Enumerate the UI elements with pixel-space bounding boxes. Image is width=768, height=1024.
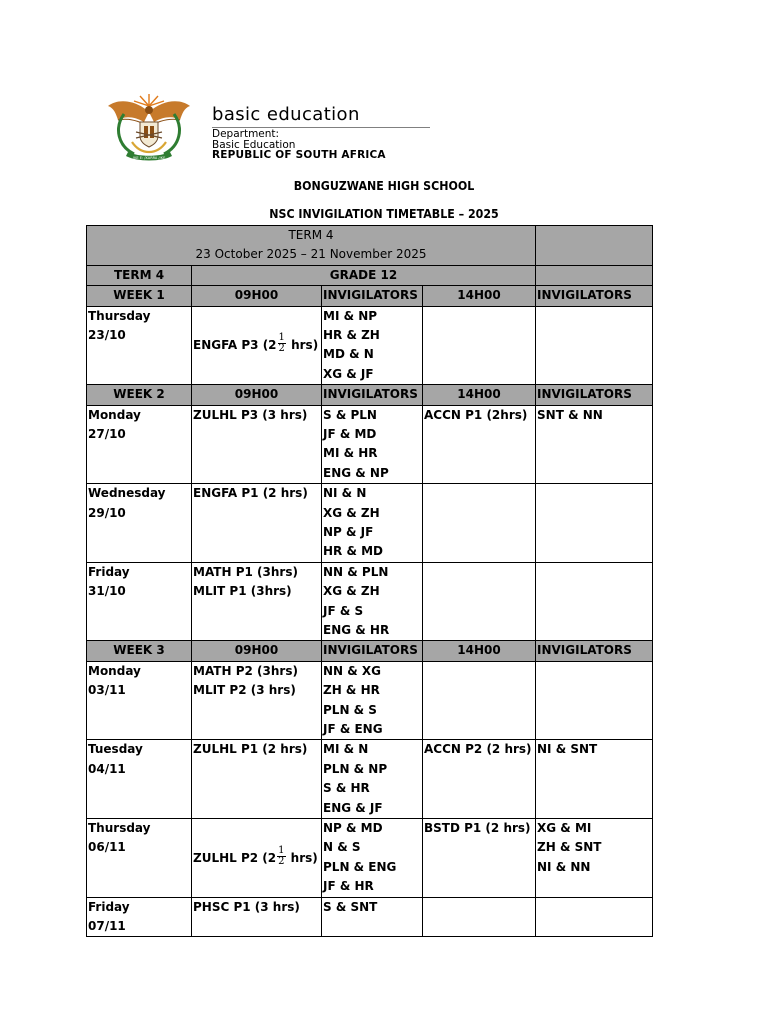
morning-invigilators-cell <box>322 405 423 484</box>
invigilator-pair: NP & JF <box>323 524 374 539</box>
day-cell <box>87 897 192 937</box>
invigilator-pair: PLN & S <box>323 702 377 717</box>
afternoon-exam-cell <box>423 306 536 385</box>
duration-fraction <box>277 846 285 867</box>
afternoon-invigilators-cell <box>536 740 653 819</box>
invigilators-header: INVIGILATORS <box>536 385 653 405</box>
exam-name-part: ENGFA P3 (2 <box>193 338 277 353</box>
invigilator-pair: MD & N <box>323 347 374 362</box>
exam-name: MLIT P2 (3 hrs) <box>193 683 296 698</box>
table-row <box>87 661 653 740</box>
invigilator-pair: NP & MD <box>323 820 383 835</box>
fraction-numerator: 1 <box>278 844 285 856</box>
table-row <box>87 897 653 937</box>
invigilator-pair: ENG & HR <box>323 622 390 637</box>
invigilator-pair: N & S <box>323 840 361 855</box>
morning-invigilators-cell <box>322 306 423 385</box>
fraction-denominator: 2 <box>278 343 285 355</box>
invigilator-pair: ZH & SNT <box>537 840 602 855</box>
invigilator-pair: NN & XG <box>323 663 382 678</box>
exam-name: ZULHL P3 (3 hrs) <box>193 407 308 422</box>
day-name: Friday <box>88 564 130 579</box>
invigilator-pair: MI & HR <box>323 446 378 461</box>
brand-name: basic education <box>212 104 360 125</box>
invigilator-pair: PLN & ENG <box>323 859 397 874</box>
afternoon-invigilators-cell <box>536 897 653 937</box>
invigilator-pair: XG & JF <box>323 366 374 381</box>
afternoon-slot-label: 14H00 <box>423 385 536 405</box>
day-name: Tuesday <box>88 742 143 757</box>
exam-date: 03/11 <box>88 683 126 698</box>
invigilator-pair: JF & HR <box>323 879 374 894</box>
day-name: Monday <box>88 663 141 678</box>
day-name: Monday <box>88 407 141 422</box>
day-cell <box>87 306 192 385</box>
exam-name: MLIT P1 (3hrs) <box>193 584 292 599</box>
afternoon-invigilators-cell <box>536 405 653 484</box>
invigilation-timetable <box>86 225 653 937</box>
morning-exam-cell <box>192 405 322 484</box>
invigilator-pair: ENG & JF <box>323 800 383 815</box>
exam-name <box>193 839 320 877</box>
day-name: Thursday <box>88 308 151 323</box>
invigilator-pair: HR & ZH <box>323 327 380 342</box>
morning-exam-cell <box>192 818 322 897</box>
day-cell <box>87 562 192 641</box>
week-header-row <box>87 641 653 661</box>
exam-name-part: ZULHL P2 (2 <box>193 850 277 865</box>
table-row <box>87 740 653 819</box>
morning-exam-cell <box>192 306 322 385</box>
invigilator-pair: HR & MD <box>323 544 384 559</box>
invigilator-pair: ENG & NP <box>323 465 389 480</box>
exam-date: 07/11 <box>88 918 126 933</box>
morning-invigilators-cell <box>322 484 423 563</box>
grade-blank-cell <box>536 265 653 285</box>
morning-exam-cell <box>192 484 322 563</box>
week-label: WEEK 2 <box>87 385 192 405</box>
table-row <box>87 562 653 641</box>
afternoon-exam-cell <box>423 740 536 819</box>
exam-date: 06/11 <box>88 840 126 855</box>
invigilator-pair: NN & PLN <box>323 564 389 579</box>
invigilator-pair: NI & SNT <box>537 742 598 757</box>
day-cell <box>87 405 192 484</box>
invigilator-pair: NI & NN <box>537 859 591 874</box>
exam-name <box>193 326 320 364</box>
morning-exam-cell <box>192 562 322 641</box>
term-title-row <box>87 226 653 266</box>
morning-slot-label: 09H00 <box>192 641 322 661</box>
week-header-row <box>87 385 653 405</box>
morning-exam-cell <box>192 897 322 937</box>
table-row <box>87 405 653 484</box>
exam-name: PHSC P1 (3 hrs) <box>193 899 300 914</box>
term-label: TERM 4 <box>87 265 192 285</box>
exam-name-part: hrs) <box>286 850 318 865</box>
day-cell <box>87 740 192 819</box>
invigilator-pair: S & PLN <box>323 407 377 422</box>
exam-name: ENGFA P1 (2 hrs) <box>193 486 308 501</box>
invigilator-pair: JF & S <box>323 603 364 618</box>
department-label: Department: <box>212 128 280 140</box>
exam-name: MATH P2 (3hrs) <box>193 663 298 678</box>
week-label: WEEK 1 <box>87 286 192 306</box>
table-row <box>87 484 653 563</box>
term-title-cell <box>87 226 536 266</box>
invigilator-pair: XG & MI <box>537 820 592 835</box>
invigilators-header: INVIGILATORS <box>536 286 653 306</box>
afternoon-exam-cell <box>423 562 536 641</box>
invigilator-pair: MI & NP <box>323 308 378 323</box>
exam-name: BSTD P1 (2 hrs) <box>424 820 531 835</box>
grade-row <box>87 265 653 285</box>
morning-exam-cell <box>192 740 322 819</box>
invigilators-header: INVIGILATORS <box>322 385 423 405</box>
invigilator-pair: SNT & NN <box>537 407 603 422</box>
afternoon-invigilators-cell <box>536 562 653 641</box>
exam-date: 31/10 <box>88 584 126 599</box>
term-dates: 23 October 2025 – 21 November 2025 <box>195 247 427 262</box>
emblem-motto: !KE E: /XARRA //KE <box>132 156 166 160</box>
day-cell <box>87 818 192 897</box>
afternoon-invigilators-cell <box>536 818 653 897</box>
exam-date: 04/11 <box>88 761 126 776</box>
grade-label: GRADE 12 <box>192 265 536 285</box>
morning-invigilators-cell <box>322 818 423 897</box>
school-name: BONGUZWANE HIGH SCHOOL <box>293 179 475 193</box>
invigilator-pair: XG & ZH <box>323 584 380 599</box>
afternoon-slot-label: 14H00 <box>423 641 536 661</box>
day-name: Thursday <box>88 820 151 835</box>
table-row <box>87 818 653 897</box>
afternoon-exam-cell <box>423 405 536 484</box>
day-cell <box>87 661 192 740</box>
fraction-denominator: 2 <box>278 855 285 867</box>
invigilator-pair: MI & N <box>323 742 369 757</box>
department-logo <box>104 92 434 172</box>
invigilator-pair: S & SNT <box>323 899 378 914</box>
invigilators-header: INVIGILATORS <box>536 641 653 661</box>
document-title: NSC INVIGILATION TIMETABLE – 2025 <box>269 207 499 221</box>
invigilator-pair: PLN & NP <box>323 761 388 776</box>
exam-date: 27/10 <box>88 426 126 441</box>
exam-name: ZULHL P1 (2 hrs) <box>193 742 308 757</box>
exam-date: 23/10 <box>88 327 126 342</box>
morning-invigilators-cell <box>322 661 423 740</box>
invigilator-pair: XG & ZH <box>323 505 380 520</box>
afternoon-exam-cell <box>423 818 536 897</box>
invigilator-pair: ZH & HR <box>323 683 380 698</box>
exam-name: ACCN P2 (2 hrs) <box>424 742 532 757</box>
invigilator-pair: JF & ENG <box>323 721 383 736</box>
morning-invigilators-cell <box>322 562 423 641</box>
morning-invigilators-cell <box>322 897 423 937</box>
term-title: TERM 4 <box>288 228 334 242</box>
day-name: Wednesday <box>88 486 166 501</box>
day-name: Friday <box>88 899 130 914</box>
invigilator-pair: JF & MD <box>323 426 377 441</box>
afternoon-invigilators-cell <box>536 306 653 385</box>
exam-date: 29/10 <box>88 505 126 520</box>
day-cell <box>87 484 192 563</box>
fraction-numerator: 1 <box>278 332 285 344</box>
morning-slot-label: 09H00 <box>192 385 322 405</box>
afternoon-invigilators-cell <box>536 661 653 740</box>
afternoon-exam-cell <box>423 484 536 563</box>
afternoon-slot-label: 14H00 <box>423 286 536 306</box>
invigilator-pair: NI & N <box>323 486 367 501</box>
exam-name-part: hrs) <box>286 338 319 353</box>
morning-slot-label: 09H00 <box>192 286 322 306</box>
afternoon-invigilators-cell <box>536 484 653 563</box>
duration-fraction <box>278 333 286 354</box>
afternoon-exam-cell <box>423 661 536 740</box>
coat-of-arms-icon <box>104 92 194 164</box>
morning-invigilators-cell <box>322 740 423 819</box>
week-label: WEEK 3 <box>87 641 192 661</box>
morning-exam-cell <box>192 661 322 740</box>
invigilator-pair: S & HR <box>323 781 370 796</box>
afternoon-exam-cell <box>423 897 536 937</box>
department-name: Basic Education <box>212 139 296 151</box>
term-blank-cell <box>536 226 653 266</box>
invigilators-header: INVIGILATORS <box>322 641 423 661</box>
table-row <box>87 306 653 385</box>
week-header-row <box>87 286 653 306</box>
invigilators-header: INVIGILATORS <box>322 286 423 306</box>
exam-name: ACCN P1 (2hrs) <box>424 407 528 422</box>
exam-name: MATH P1 (3hrs) <box>193 564 298 579</box>
country-name: REPUBLIC OF SOUTH AFRICA <box>212 149 386 161</box>
